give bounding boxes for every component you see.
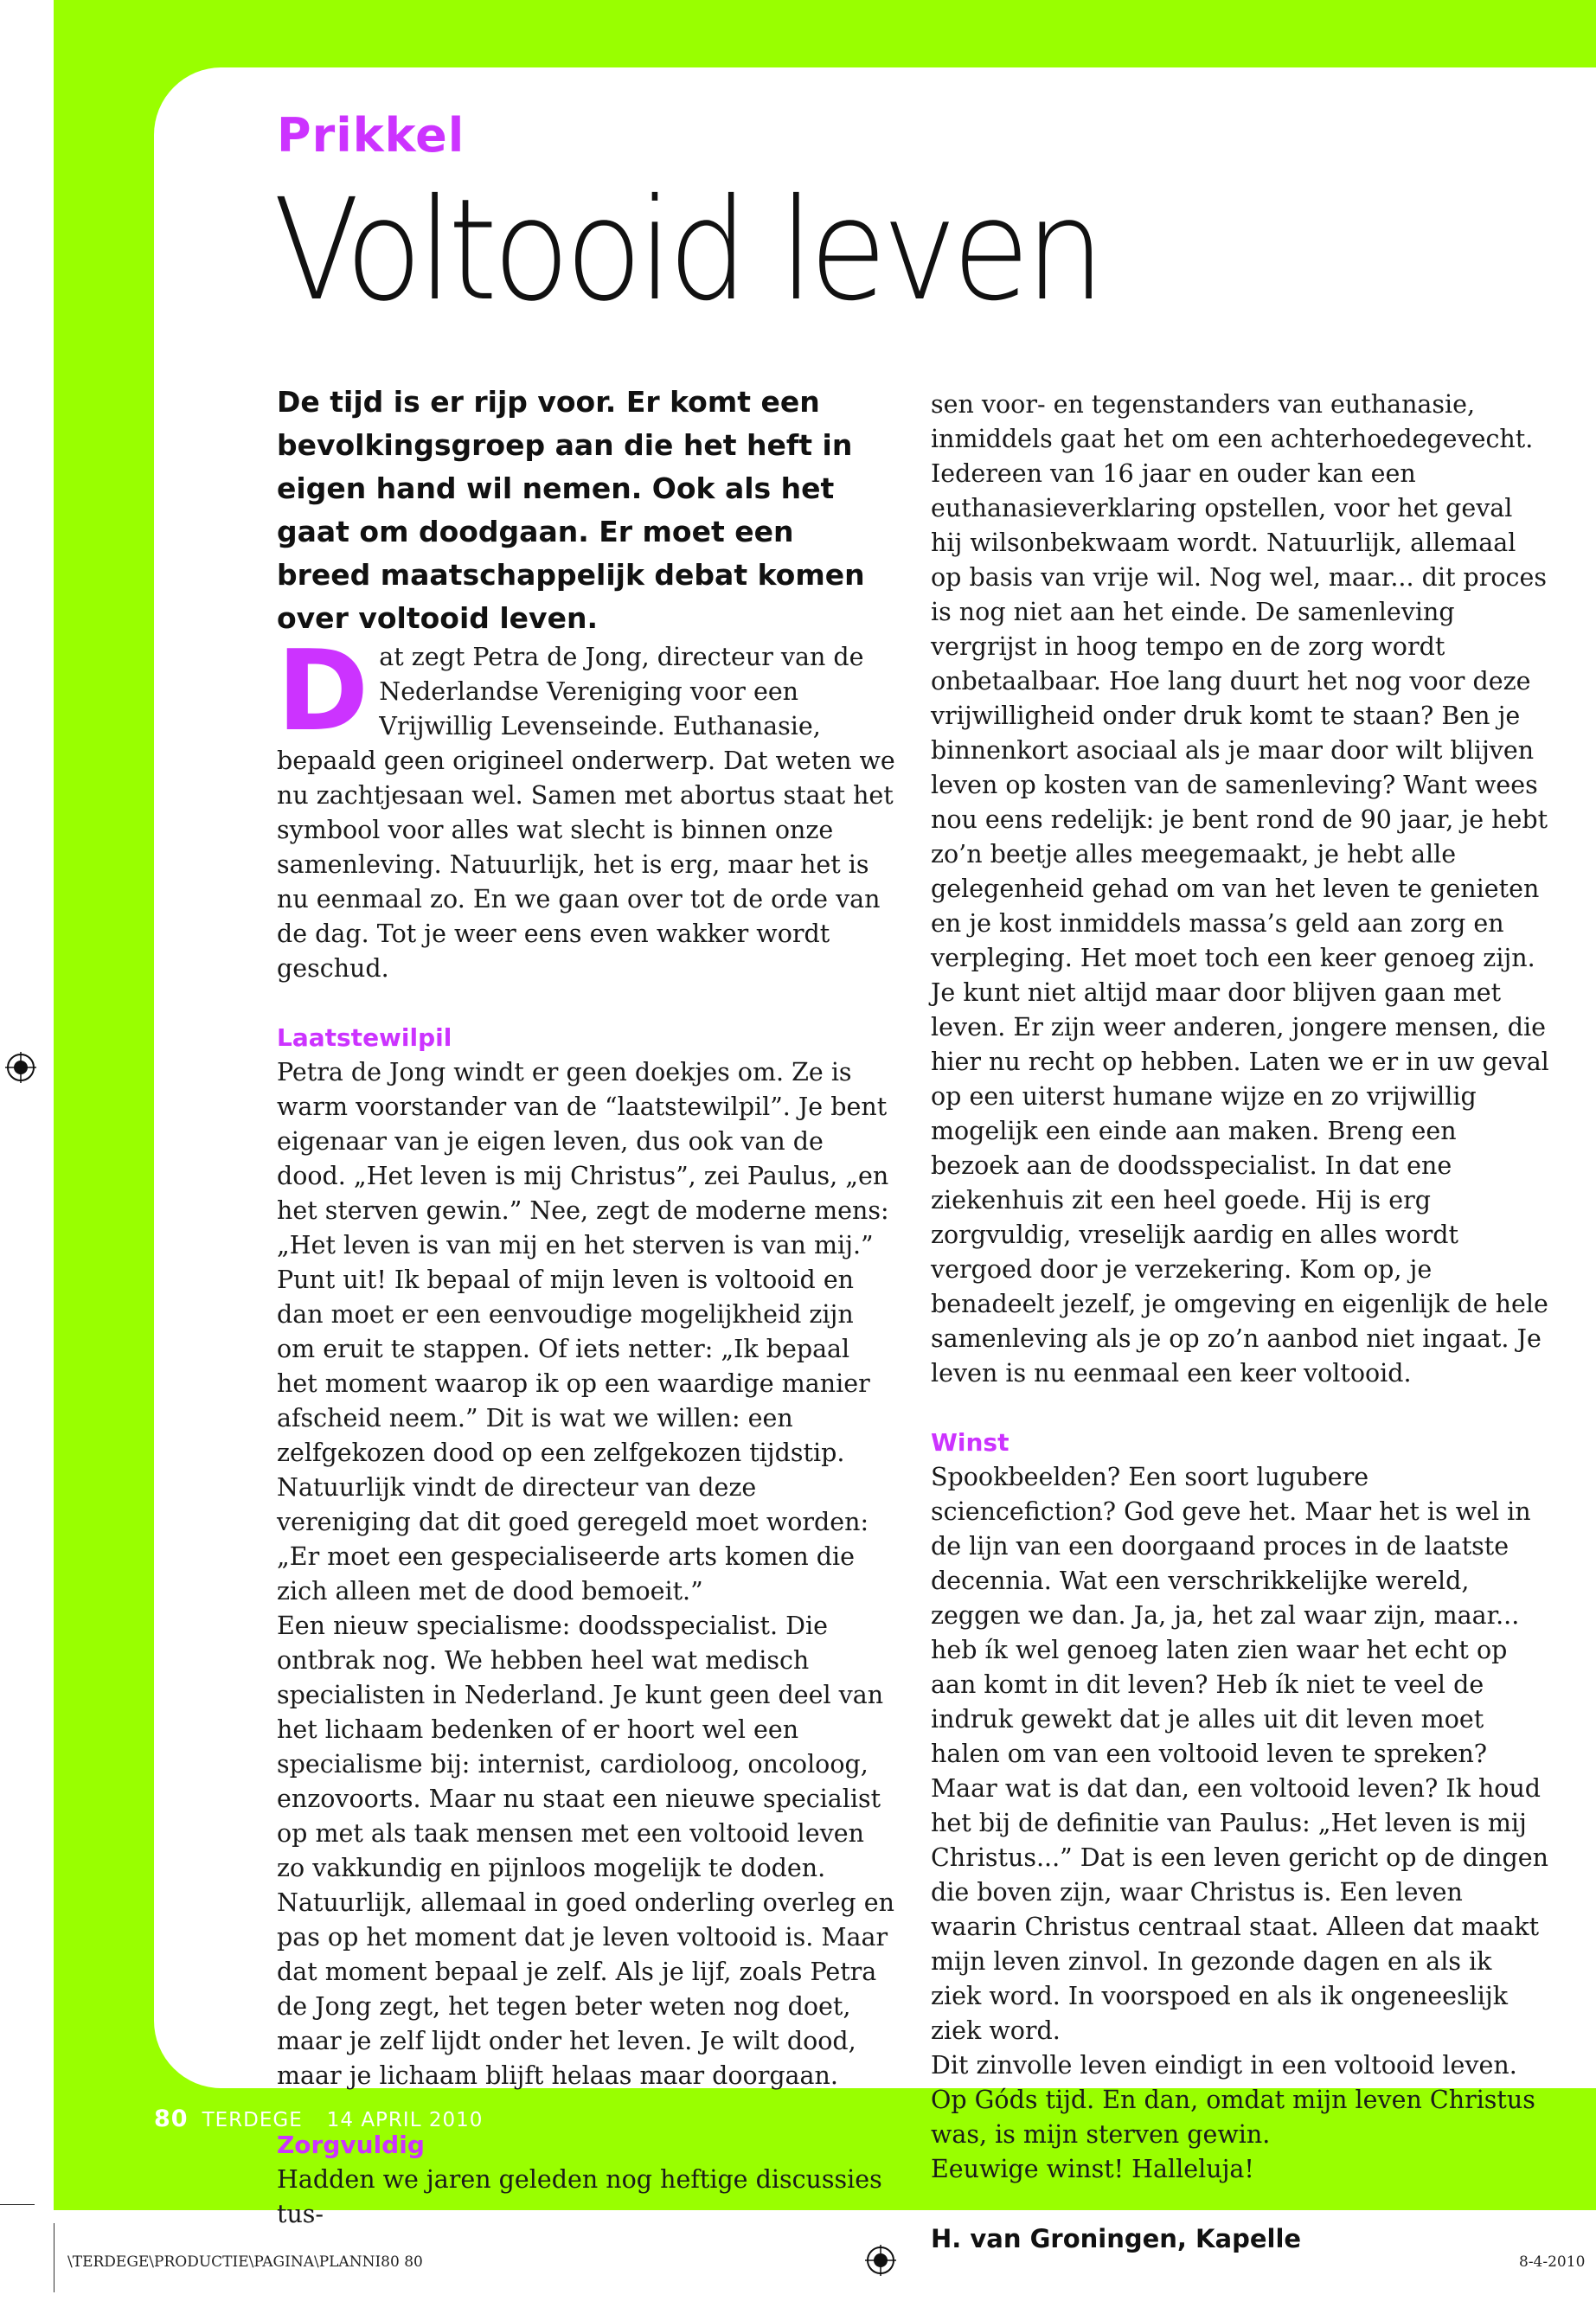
drop-cap: D bbox=[277, 627, 369, 756]
body-paragraph: Hadden we jaren geleden nog heftige discussies tus- bbox=[277, 2165, 882, 2228]
section-label: Prikkel bbox=[277, 108, 465, 163]
registration-mark-icon bbox=[865, 2245, 896, 2276]
body-paragraph: Dit zinvolle leven eindigt in een voltooid leven. Op Góds tijd. En dan, omdat mijn leven Christus was, is mijn sterven gewin. bbox=[931, 2051, 1535, 2149]
body-paragraph: Petra de Jong windt er geen doekjes om. Ze is warm voorstander van de “laatstewilpil”. Je bent eigenaar van je eigen leven, dus ook van de dood. „Het leven is mij Christus”, zei Paulus, „en het sterven gewin.” Nee, zegt de moderne mens: „Het leven is van mij en het sterven is van mij.” Punt uit! Ik bepaal of mijn leven is voltooid en dan moet er een eenvoudige mogelijkheid zijn om eruit te stappen. Of iets netter: „Ik bepaal het moment waarop ik op een waardige manier afscheid neem.” Dit is wat we willen: een zelfgekozen dood op een zelfgekozen tijdstip. Natuurlijk vindt de directeur van deze vereniging dat dit goed geregeld moet worden: „Er moet een gespecialiseerde arts komen die zich alleen met de dood bemoeit.” bbox=[277, 1058, 889, 1606]
author-signature: H. van Groningen, Kapelle bbox=[931, 2224, 1302, 2253]
issue-date: 14 APRIL 2010 bbox=[326, 2109, 484, 2131]
body-paragraph: sen voor- en tegenstanders van euthanasie, inmiddels gaat het om een achterhoedegevecht. Iedereen van 16 jaar en ouder kan een euthanasieverklaring opstellen, voor het geval hij wilsonbekwaam wordt. Natuurlijk, allemaal op basis van vrije wil. Nog wel, maar... dit proces is nog niet aan het einde. De samenleving vergrijst in hoog tempo en de zorg wordt onbetaalbaar. Hoe lang duurt het nog voor deze vrijwilligheid onder druk komt te staan? Ben je binnenkort asociaal als je maar door wilt blijven leven op kosten van de samenleving? Want wees nou eens redelijk: je bent rond de 90 jaar, je hebt zo’n beetje alles meegemaakt, je hebt alle gelegenheid gehad om van het leven te genieten en je kost inmiddels massa’s geld aan zorg en verpleging. Het moet toch een keer genoeg zijn. Je kunt niet altijd maar door blijven gaan met leven. Er zijn weer anderen, jongere mensen, die hier nu recht op hebben. Laten we er in uw geval op een uiterst humane wijze en zo vrijwillig mogelijk een einde aan maken. Breng een bezoek aan de doodsspecialist. In dat ene ziekenhuis zit een heel goede. Hij is erg zorgvuldig, vreselijk aardig en alles wordt vergoed door je verzekering. Kom op, je benadeelt jezelf, je omgeving en eigenlijk de hele samenleving als je op zo’n aanbod niet ingaat. Je leven is nu eenmaal een keer voltooid. bbox=[931, 390, 1549, 1388]
subheading-winst: Winst bbox=[931, 1428, 1010, 1457]
article-title: Voltooid leven bbox=[273, 170, 1101, 332]
body-paragraph: Maar wat is dat dan, een voltooid leven? Ik houd het bij de definitie van Paulus: „Het leven is mij Christus...” Dat is een leven gericht op de dingen die boven zijn, waar Christus is. Een leven waarin Christus centraal staat. Alleen dat maakt mijn leven zinvol. In gezonde dagen en als ik ziek word. In voorspoed en als ik ongeneeslijk ziek word. bbox=[931, 1774, 1548, 2045]
subheading-laatstewilpil: Laatstewilpil bbox=[277, 1023, 452, 1052]
intro-text: at zegt Petra de Jong, directeur van de Nederlandse Vereniging voor een Vrijwillig Levenseinde. Euthanasie, bepaald geen origineel onderwerp. Dat weten we nu zachtjesaan wel. Samen met abortus staat het symbool voor alles wat slecht is binnen onze samenleving. Natuurlijk, het is erg, maar het is nu eenmaal zo. En we gaan over tot de orde van de dag. Tot je weer eens even wakker wordt geschud. bbox=[277, 643, 895, 983]
registration-mark-icon bbox=[5, 1052, 36, 1083]
page-footer bbox=[154, 2106, 483, 2132]
crop-mark bbox=[0, 2204, 35, 2205]
subheading-zorgvuldig: Zorgvuldig bbox=[277, 2131, 425, 2159]
body-paragraph: Spookbeelden? Een soort lugubere sciencefiction? God geve het. Maar het is wel in de lijn van een doorgaand proces in de laatste decennia. Wat een verschrikkelijke wereld, zeggen we dan. Ja, ja, het zal waar zijn, maar... heb ík wel genoeg laten zien waar het echt op aan komt in dit leven? Heb ík niet te veel de indruk gewekt dat je alles uit dit leven moet halen om van een voltooid leven te spreken? bbox=[931, 1463, 1531, 1768]
page-number: 80 bbox=[154, 2106, 189, 2132]
column-right bbox=[931, 388, 1549, 2256]
print-slug-path: \TERDEGE\PRODUCTIE\PAGINA\PLANNI80 80 bbox=[67, 2253, 423, 2271]
print-slug-date: 8-4-2010 bbox=[1519, 2253, 1586, 2271]
intro-paragraph bbox=[277, 627, 895, 986]
column-left bbox=[277, 381, 895, 2232]
body-paragraph: Eeuwige winst! Halleluja! bbox=[931, 2155, 1254, 2183]
magazine-name: TERDEGE bbox=[202, 2109, 303, 2131]
body-paragraph: Een nieuw specialisme: doodsspecialist. Die ontbrak nog. We hebben heel wat medisch specialisten in Nederland. Je kunt geen deel van het lichaam bedenken of er hoort wel een specialisme bij: internist, cardioloog, oncoloog, enzovoorts. Maar nu staat een nieuwe specialist op met als taak mensen met een voltooid leven zo vakkundig en pijnloos mogelijk te doden. Natuurlijk, allemaal in goed onderling overleg en pas op het moment dat je leven voltooid is. Maar dat moment bepaal je zelf. Als je lijf, zoals Petra de Jong zegt, het tegen beter weten nog doet, maar je zelf lijdt onder het leven. Je wilt dood, maar je lichaam blijft helaas maar doorgaan. bbox=[277, 1612, 894, 2090]
lead-paragraph: De tijd is er rijp voor. Er komt een bevolkingsgroep aan die het heft in eigen hand wil nemen. Ook als het gaat om doodgaan. Er moet een breed maatschappelijk debat komen over voltooid leven. bbox=[277, 385, 865, 635]
